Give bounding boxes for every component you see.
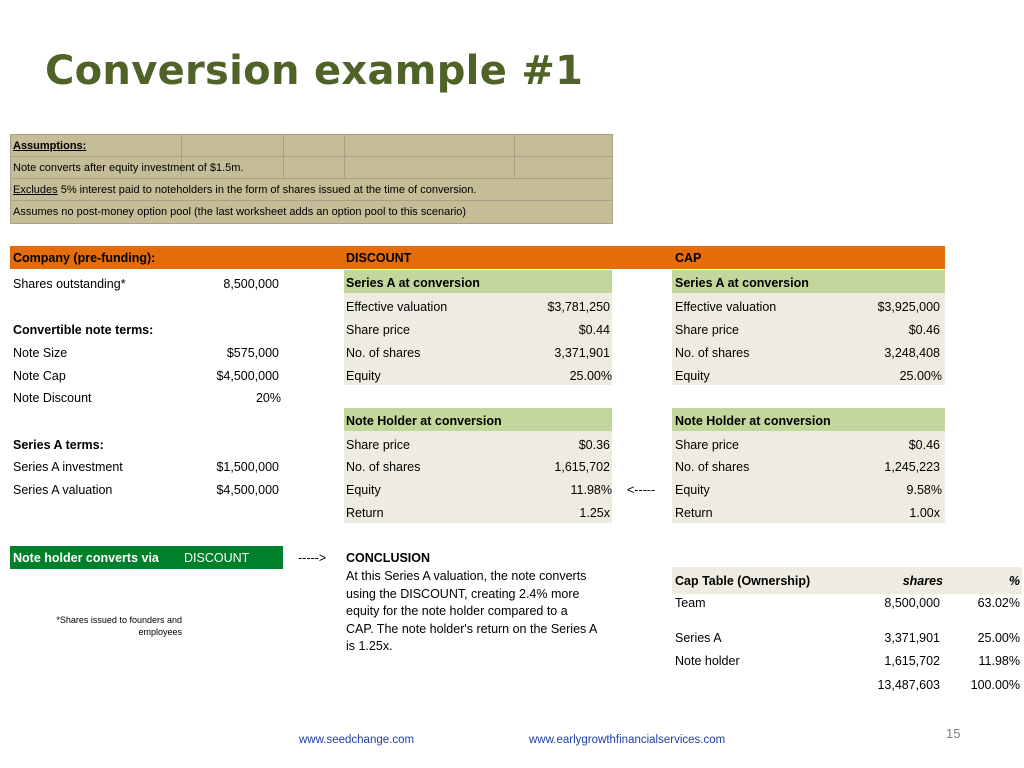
cap-nh-price-label: Share price	[675, 438, 739, 452]
cap-nh-price-value: $0.46	[908, 438, 940, 452]
cap-share-price-label: Share price	[675, 323, 739, 337]
assumptions-cell	[283, 156, 345, 179]
discount-share-price-label: Share price	[346, 323, 410, 337]
discount-nh-price-label: Share price	[346, 438, 410, 452]
cap-table-row-shares: 3,371,901	[884, 631, 940, 645]
discount-eff-val-label: Effective valuation	[346, 300, 448, 314]
note-discount-value: 20%	[255, 391, 281, 405]
discount-nh-price-value: $0.36	[578, 438, 610, 452]
assumption-line: Note converts after equity investment of $1.5m.	[13, 162, 244, 174]
assumptions-cell	[514, 156, 613, 179]
shares-outstanding-label: Shares outstanding*	[13, 277, 126, 291]
cap-share-price-value: $0.46	[908, 323, 940, 337]
note-terms-label: Convertible note terms:	[13, 323, 154, 337]
cap-nh-return-label: Return	[675, 506, 713, 520]
cap-nh-equity-value: 9.58%	[906, 483, 942, 497]
cap-table-row-label: Note holder	[675, 654, 740, 668]
discount-equity-label: Equity	[346, 369, 381, 383]
conclusion-line: equity for the note holder compared to a	[346, 604, 568, 618]
cap-shares-label: No. of shares	[675, 346, 750, 360]
assumptions-cell	[344, 134, 515, 157]
cap-eff-val-value: $3,925,000	[877, 300, 940, 314]
cap-table-total-pct: 100.00%	[970, 678, 1020, 692]
cap-table-row-label: Series A	[675, 631, 722, 645]
discount-shares-label: No. of shares	[346, 346, 421, 360]
company-header: Company (pre-funding):	[13, 251, 156, 265]
footer-link-seedchange[interactable]: www.seedchange.com	[299, 734, 415, 746]
discount-nh-shares-value: 1,615,702	[554, 460, 610, 474]
conclusion-line: using the DISCOUNT, creating 2.4% more	[346, 586, 580, 601]
cap-table-total-shares: 13,487,603	[877, 678, 940, 692]
note-cap-label: Note Cap	[13, 369, 66, 383]
series-terms-label: Series A terms:	[13, 438, 104, 452]
discount-eff-val-value: $3,781,250	[547, 300, 610, 314]
discount-nh-return-label: Return	[346, 506, 384, 520]
cap-nh-shares-label: No. of shares	[675, 460, 750, 474]
assumptions-cell	[283, 134, 345, 157]
cap-nh-header: Note Holder at conversion	[675, 414, 831, 428]
discount-equity-value: 25.00%	[569, 369, 612, 383]
cap-nh-equity-label: Equity	[675, 483, 710, 497]
cap-eff-val-label: Effective valuation	[675, 300, 777, 314]
converts-via-label: Note holder converts via	[13, 551, 159, 565]
cap-equity-value: 25.00%	[899, 369, 942, 383]
discount-series-header: Series A at conversion	[346, 276, 480, 290]
note-size-value: $575,000	[226, 346, 279, 360]
series-valuation-value: $4,500,000	[216, 483, 279, 497]
series-valuation-label: Series A valuation	[13, 483, 113, 497]
discount-nh-shares-label: No. of shares	[346, 460, 421, 474]
cap-table-col-shares: shares	[902, 574, 943, 588]
shares-outstanding-value: 8,500,000	[223, 277, 279, 291]
discount-nh-equity-label: Equity	[346, 483, 381, 497]
conclusion-line: CAP. The note holder's return on the Series A	[346, 621, 598, 636]
page-number: 15	[946, 726, 961, 741]
note-cap-value: $4,500,000	[216, 369, 279, 383]
series-investment-value: $1,500,000	[216, 460, 279, 474]
conclusion-line: is 1.25x.	[346, 639, 393, 653]
cap-nh-return-value: 1.00x	[909, 506, 940, 520]
cap-header: CAP	[675, 251, 702, 265]
cap-table-row-pct: 63.02%	[977, 596, 1020, 610]
cap-table-row-shares: 8,500,000	[884, 596, 940, 610]
cap-table-header: Cap Table (Ownership)	[675, 574, 811, 588]
discount-shares-value: 3,371,901	[554, 346, 610, 360]
cap-equity-label: Equity	[675, 369, 710, 383]
footnote-line: *Shares issued to founders and	[56, 615, 182, 625]
discount-share-price-value: $0.44	[578, 323, 610, 337]
conclusion-arrow: ----->	[298, 551, 327, 565]
note-size-label: Note Size	[13, 346, 68, 360]
comparison-arrow: <-----	[627, 483, 656, 497]
conclusion-line: At this Series A valuation, the note converts	[346, 569, 587, 583]
assumption-line	[13, 180, 476, 201]
footnote-line: employees	[138, 627, 182, 637]
page-title: Conversion example #1	[45, 48, 584, 94]
note-discount-label: Note Discount	[13, 391, 92, 405]
discount-nh-return-value: 1.25x	[579, 506, 610, 520]
assumptions-header: Assumptions:	[13, 140, 87, 152]
conclusion-header: CONCLUSION	[346, 551, 431, 565]
cap-table-row-pct: 11.98%	[978, 654, 1020, 668]
assumption-excludes: Excludes	[13, 184, 58, 196]
converts-via-value: DISCOUNT	[184, 551, 250, 565]
footer-link-earlygrowth[interactable]: www.earlygrowthfinancialservices.com	[529, 734, 726, 746]
cap-table-row-label: Team	[675, 596, 706, 610]
assumptions-cell	[344, 156, 515, 179]
cap-table-row-pct: 25.00%	[977, 631, 1020, 645]
discount-nh-header: Note Holder at conversion	[346, 414, 502, 428]
discount-header: DISCOUNT	[346, 251, 412, 265]
cap-nh-shares-value: 1,245,223	[884, 460, 940, 474]
discount-nh-equity-value: 11.98%	[570, 483, 612, 497]
assumptions-cell	[181, 134, 284, 157]
cap-table-row-shares: 1,615,702	[884, 654, 940, 668]
assumption-excludes-text: 5% interest paid to noteholders in the form of shares issued at the time of conversion.	[57, 184, 477, 196]
cap-series-header: Series A at conversion	[675, 276, 809, 290]
assumptions-cell	[514, 134, 613, 157]
cap-shares-value: 3,248,408	[884, 346, 940, 360]
series-investment-label: Series A investment	[13, 460, 123, 474]
cap-table-col-pct: %	[1008, 574, 1020, 588]
assumption-line: Assumes no post-money option pool (the last worksheet adds an option pool to this scenario)	[13, 206, 467, 218]
